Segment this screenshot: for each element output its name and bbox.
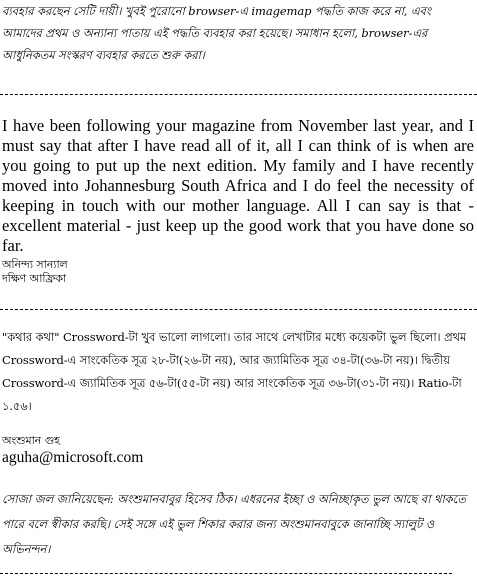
signature-name: অনিন্দ্য সান্যাল [2,258,68,271]
signature-name: অংশুমান গুহ [2,434,60,447]
crossword-letter-body: "কথার কথা" Crossword-টা খুব ভালো লাগলো। তার সাথে লেখাটার মধ্যে কয়েকটা ভুল ছিলো। প্রথম Crossword-এ সাংকেতিক সূত্র ২৮-টা(২৬-টা নয়), আর জ্যামিতিক সূত্র ৩৪-টা(৩৬-টা নয়)। দ্বিতীয় Crossword-এ জ্যামিতিক সূত্র ৫৬-টা(৫৫-টা নয়) আর সাংকেতিক সূত্র ৩৬-টা(৩১-টা নয়)। Ratio-টা ১.৫৬। [2,330,467,413]
reader-letter-crossword [2,326,474,418]
signature-place: দক্ষিণ আফ্রিকা [2,272,67,285]
crossword-signature [2,434,474,468]
letter-english-signature [2,258,474,286]
letter-english-body: I have been following your magazine from November last year, and I must say that after I have read all of it, all I can think of is when are you going to put up the next edition. My family and I have recently moved into Johannesburg South Africa and I do feel the necessity of keeping in touch with our mother language. All I can say is that - excellent material - just keep up the good work that you have done so far. [2,116,474,255]
divider-2 [0,309,477,310]
divider-3 [0,573,452,574]
divider-1 [0,94,477,95]
reply-paragraph: সোজা জল জানিয়েছেন: অংশুমানবাবুর হিসেব ঠিক। এধরনের ইচ্ছা ও অনিচ্ছাকৃত ভুল আছে বা থাকতে পারে বলে স্বীকার করছি। সেই সঙ্গে এই ভুল শিকার করার জন্য অংশুমানবাবুকে জানাচ্ছি স্যালুট ও অভিনন্দন। [2,492,466,556]
reader-letter-english [2,116,474,256]
top-paragraph: ব্যবহার করছেন সেটি দায়ী। খুবই পুরোনো browser-এ imagemap পদ্ধতি কাজ করে না, এবং আমাদের প্রথম ও অন্যান্য পাতায় এই পদ্ধতি ব্যবহার করা হয়েছে। সমাধান হলো, browser-এর আধুনিকতম সংস্করণ ব্যবহার করতে শুরু করা। [2,4,431,62]
editor-reply-bottom [2,487,474,562]
editor-reply-top [2,0,474,66]
signature-email: aguha@microsoft.com [2,449,144,466]
